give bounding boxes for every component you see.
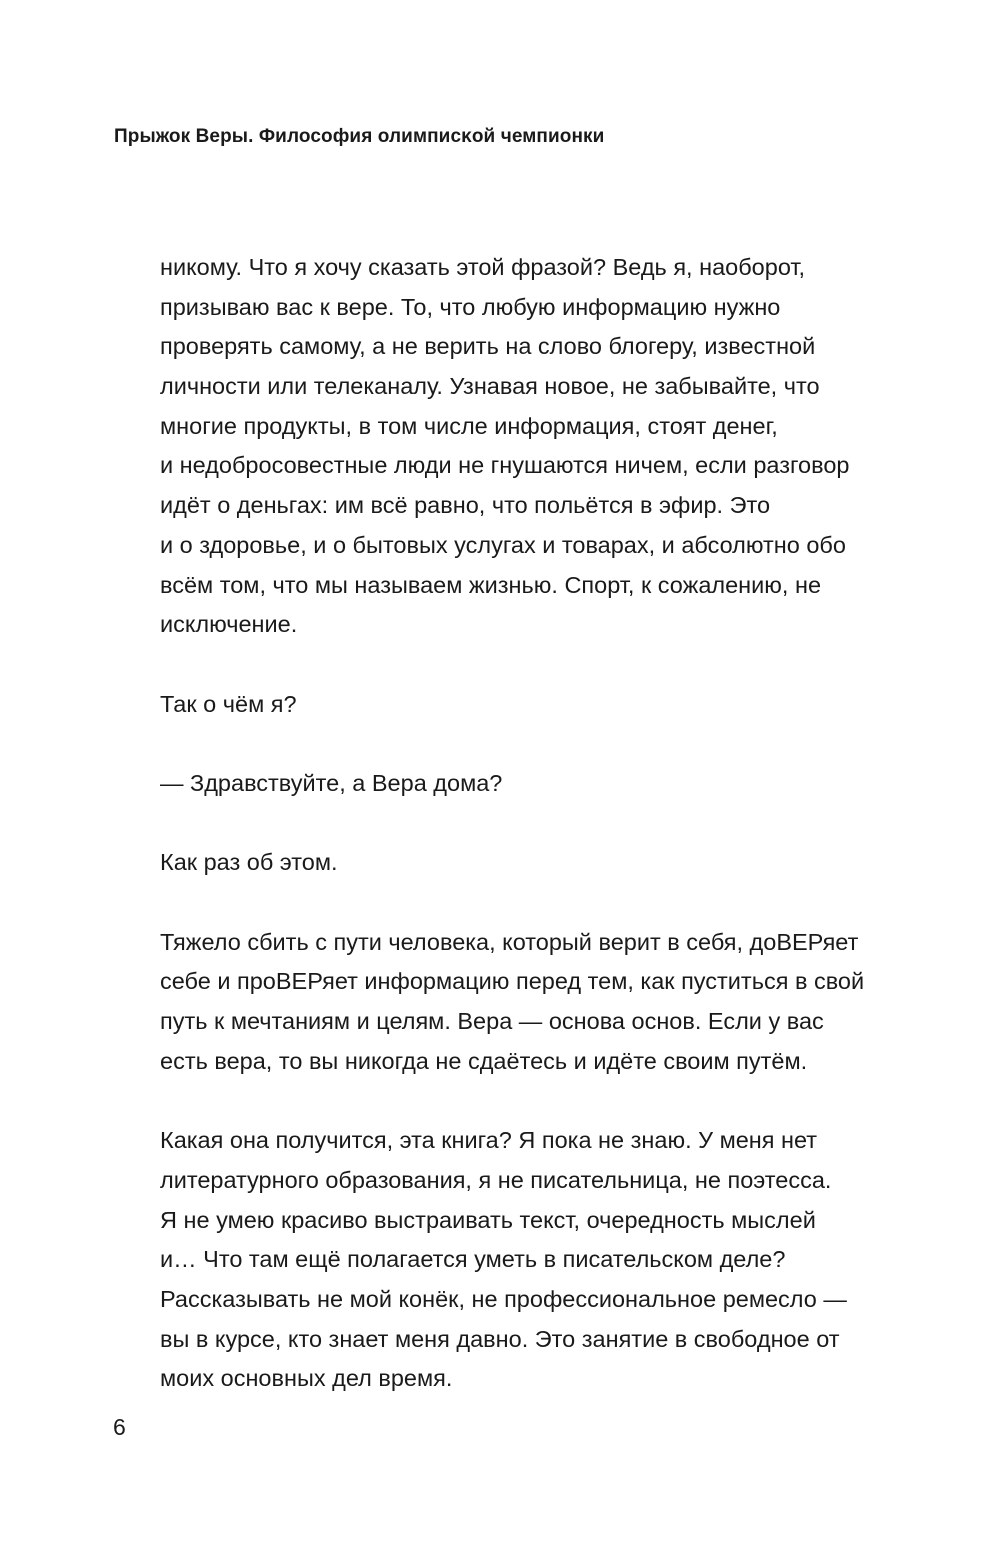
paragraph-gap: [160, 724, 920, 764]
paragraph: [160, 1121, 920, 1399]
text-line: есть вера, то вы никогда не сдаётесь и идёте своим путём.: [160, 1047, 808, 1074]
text-line: Я не умею красиво выстраивать текст, очередность мыслей: [160, 1206, 816, 1233]
dialogue-paragraph: [160, 764, 920, 804]
dialogue-line: — Здравствуйте, а Вера дома?: [160, 769, 503, 796]
text-line: всём том, что мы называем жизнью. Спорт, к сожалению, не: [160, 571, 822, 598]
text-line: и недобросовестные люди не гнушаются ничем, если разговор: [160, 452, 850, 479]
paragraph: [160, 248, 920, 645]
text-line: Какая она получится, эта книга? Я пока не знаю. У меня нет: [160, 1127, 818, 1154]
paragraph-gap: [160, 1081, 920, 1121]
text-line: Так о чём я?: [160, 690, 297, 717]
text-line: Как раз об этом.: [160, 849, 338, 876]
text-line: никому. Что я хочу сказать этой фразой? Ведь я, наоборот,: [160, 254, 806, 280]
text-line: путь к мечтаниям и целям. Вера — основа основ. Если у вас: [160, 1008, 824, 1035]
page-number: 6: [113, 1414, 126, 1440]
text-line: Тяжело сбить с пути человека, который верит в себя, доВЕРяет: [160, 928, 859, 955]
text-line: моих основных дел время.: [160, 1365, 453, 1392]
paragraph: [160, 843, 920, 883]
text-line: призываю вас к вере. То, что любую информацию нужно: [160, 293, 781, 320]
paragraph-gap: [160, 645, 920, 685]
paragraph: [160, 923, 920, 1082]
text-line: проверять самому, а не верить на слово блогеру, известной: [160, 333, 816, 360]
paragraph: [160, 685, 920, 725]
text-line: Рассказывать не мой конёк, не профессиональное ремесло —: [160, 1285, 847, 1312]
paragraph-gap: [160, 883, 920, 923]
text-line: и… Что там ещё полагается уметь в писательском деле?: [160, 1246, 786, 1273]
text-line: исключение.: [160, 611, 298, 638]
body-text: [160, 248, 920, 1399]
text-line: многие продукты, в том числе информация, стоят денег,: [160, 412, 778, 439]
text-line: вы в курсе, кто знает меня давно. Это занятие в свободное от: [160, 1325, 840, 1352]
text-line: и о здоровье, и о бытовых услугах и товарах, и абсолютно обо: [160, 531, 846, 558]
paragraph-gap: [160, 804, 920, 844]
text-line: литературного образования, я не писательница, не поэтесса.: [160, 1166, 832, 1193]
text-line: себе и проВЕРяет информацию перед тем, как пуститься в свой: [160, 968, 865, 995]
text-line: идёт о деньгах: им всё равно, что польётся в эфир. Это: [160, 492, 771, 519]
running-head: Прыжок Веры. Философия олимписκой чемпионки: [114, 126, 605, 147]
text-line: личности или телеканалу. Узнавая новое, не забывайте, что: [160, 373, 820, 400]
